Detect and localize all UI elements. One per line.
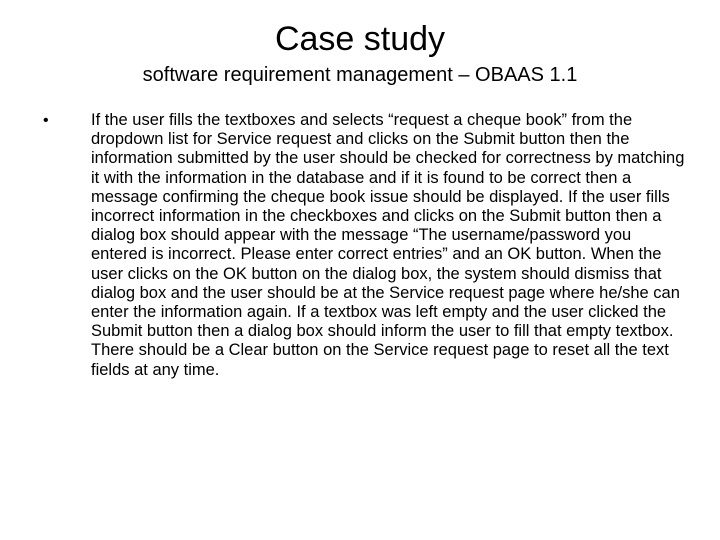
bullet-marker: • bbox=[43, 112, 49, 129]
slide-subtitle: software requirement management – OBAAS 1.1 bbox=[142, 64, 578, 86]
slide-title: Case study bbox=[274, 20, 446, 58]
bullet-text: If the user fills the textboxes and selects “request a cheque book” from the dropdown list for Service request and clicks on the Submit button then the information submitted by the user should be checked for correctness by matching it with the information in the database and if it is found to be correct then a message confirming the cheque book issue should be displayed. If the user fills incorrect information in the checkboxes and clicks on the Submit button then a dialog box should appear with the message “The username/password you entered is incorrect. Please enter correct entries” and an OK button. When the user clicks on the OK button on the dialog box, the system should dismiss that dialog box and the user should be at the Service request page where he/she can enter the information again. If a textbox was left empty and the user clicked the Submit button then a dialog box should inform the user to fill that empty textbox. There should be a Clear button on the Service request page to reset all the text fields at any time. bbox=[91, 111, 685, 379]
